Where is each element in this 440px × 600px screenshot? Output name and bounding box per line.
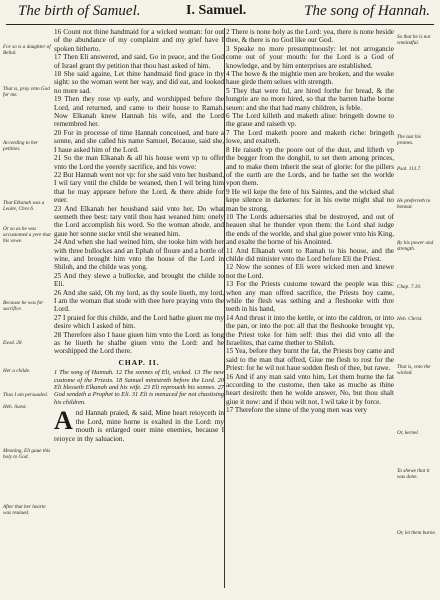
verse: 17 Then Eli answered, and said, Go in peace, and the God of Israel grant thy petition that thou hast asked of him. [54, 53, 224, 70]
verse: 10 The Lords aduersaries shal be destroyed, and out of heauen shal he thunder vpon them: the Lord shal iudge the ends of the worlde, and shal giue power vnto his King, and exalte the horne of his Anointed. [226, 212, 394, 247]
verse: 12 Now the sonnes of Eli were wicked men and knewe not the Lord. [226, 263, 394, 280]
verse: 16 And if any man said vnto him, Let them burne the fat according to the custome, then take as muche as thine heart desireth: then he wolde answer, No, but thou shalt giue it now: and if thou wilt not, I wil take it by force. [226, 372, 394, 406]
verse: 20 For in processe of time Hannah conceiued, and bare a sonne, and she called his name Samuel, Because, said she, I haue asked him of the Lord. [54, 128, 224, 154]
margin-note-right: Or, let them burne. [397, 530, 437, 536]
verse: 19 Then they rose vp early, and worshipped before the Lord, and returned, and came to their house to Ramah. Now Elkanah knew Hannah his wife, and the Lord remembred her. [54, 95, 224, 129]
margin-note-left: According to her petition. [3, 140, 38, 152]
margin-note-right: By his power and strength. [397, 240, 434, 252]
chapter-opening [54, 406, 224, 443]
margin-note-left: Her a childe. [3, 368, 31, 374]
verse: 15 Yea, before they burnt the fat, the Priests boy came and said to the man that offred, Giue me flesh to rost for the Priest: for he wil not haue sodden flesh of thee, but rawe. [226, 347, 394, 373]
verse: 25 And they slewe a bullocke, and brought the childe to Eli. [54, 271, 224, 289]
margin-note-right: So that he is not vnmindful. [397, 34, 431, 46]
drop-cap: A [54, 406, 73, 436]
margin-note-right: That is, vnto the wicked. [397, 364, 431, 376]
margin-note-left: Thus I am persuaded. [3, 392, 48, 398]
header-book-title: I. Samuel. [186, 3, 247, 18]
margin-note-right: The iust his promes. [397, 134, 421, 146]
margin-note-left: Because he was for sacrifice. [3, 300, 44, 312]
margin-note-right: Or, kernel. [397, 430, 420, 436]
margin-note-right: Psal. 113.7. [397, 166, 422, 172]
verse: 11 And Elkanah went to Ramah to his house, and the childe did minister vnto the Lord before Eli the Priest. [226, 246, 394, 263]
verse: 8 He raiseth vp the poore out of the dust, and lifteth vp the begger from the donghil, to set them among princes, and to make them inherit the seat of glorie: for the pillers of the earth are the Lords, and he hathe set the worlde vpon them. [226, 145, 394, 188]
margin-note-left: Heb. liuest. [3, 404, 27, 410]
margin-note-left: Or so as he was accustomed a yere that his vowe. [3, 226, 51, 244]
left-text-column [54, 28, 224, 588]
verse: 17 Therefore the sinne of the yong men was very [226, 406, 367, 415]
verse: 3 Speake no more presumptuously: let not arrogancie come out of your mouth: for the Lord is a God of knowledge, and by him enterprises are established. [226, 44, 394, 70]
verse: 21 So the man Elkanah & all his house went vp to offer vnto the Lord the yeerely sacrifice, and his vowe: [54, 154, 224, 171]
margin-note-left: For so is a daughter of Belial. [3, 44, 51, 56]
verse: 28 Therefore also I haue giuen him vnto the Lord: as long as he liueth he shalbe giuen vnto the Lord: and he worshipped the Lord there. [54, 330, 224, 356]
chapter-heading: CHAP. II. [118, 357, 160, 367]
verse: 6 The Lord killeth and maketh aliue: bringeth downe to the graue and raiseth vp. [226, 112, 394, 129]
verse: 13 For the Priests custome toward the people was this: when any man offred sacrifice, the Priests boy came, while the flesh was sething and a fleshooke with thre teeth in his hand, [226, 280, 394, 314]
margin-note-right: He preferreth to honour. [397, 198, 431, 210]
margin-note-right: Heb. Christ. [397, 316, 423, 322]
right-text-column [226, 28, 394, 588]
margin-note-left: Meaning, Eli gaue this holy to God. [3, 448, 51, 460]
margin-note-right: To shewe that it was done. [397, 468, 430, 480]
verse: 7 The Lord maketh poore and maketh riche: bringeth lowe, and exalteth. [226, 128, 394, 146]
verse: 23 And Elkanah her housband said vnto her, Do what seemeth thee best: tary vntil thou hast weaned him: onely the Lord accomplish his word. So the woman abode, and gaue her sonne sucke vntil she weaned him. [54, 204, 224, 238]
verse: 18 She said againe, Let thine handmaid find grace in thy sight: so the woman went her way, and did eat, and looked no more sad. [54, 70, 224, 95]
chapter-argument: 1 The song of Hannah. 12 The sonnes of Eli, wicked. 13 The new custome of the Priests. 18 Samuel ministreth before the Lord. 20 Eli blesseth Elkanah and his wife. 23 Eli reproueth his sonnes. 27 God sendeth a Prophet to Eli. 31 Eli is menaced for not chastising his children. [54, 369, 224, 406]
verse: 16 Count not thine handmaid for a wicked woman: for out of the abundance of my complaint and my grief have I spoken hitherto. [54, 28, 224, 53]
verse: 22 But Hannah went not vp: for she said vnto her husband, I wil tary vntil the childe be weaned, then I wil bring him that he may appeare before the Lord, & there abide for euer. [54, 170, 224, 205]
verse: 5 They that were ful, are hired forthe for bread, & the hungrie are no more hired, so that the barren hathe borne seuen: and she that had many children, is feble. [226, 86, 394, 112]
header-left-title: The birth of Samuel. [18, 3, 141, 19]
verse: 2 There is none holy as the Lord: yea, there is none beside thee, & there is no God like our God. [226, 28, 394, 45]
verse: 14 And thrust it into the kettle, or into the caldron, or into the pan, or into the pot: all that the fleshooke brought vp, the Priest toke for him self: thus thei did vnto all the Israelites, that came thether to Shiloh. [226, 313, 394, 348]
margin-note-left: Exod. 28. [3, 340, 23, 346]
verse: 4 The bowe & the mightie men are broken, and the weake haue girde them selues with strength. [226, 70, 394, 87]
margin-note-left: That is, pray vnto God for me. [3, 86, 50, 98]
verse: 24 And when she had weined him, she tooke him with her with three bullockes and an Ephah of floure and a bottle of wine, and brought him vnto the house of the Lord in Shiloh, and the childe was yong. [54, 238, 224, 272]
column-divider [224, 28, 225, 588]
verse: 9 He wil kepe the fete of his Saintes, and the wicked shal kepe silence in darkenes: for in his owne might shal no man be strong. [226, 187, 394, 213]
header-right-title: The song of Hannah. [304, 3, 430, 19]
running-header [6, 3, 434, 23]
verse: 27 I praied for this childe, and the Lord hathe giuen me my desire which I asked of him. [54, 313, 224, 331]
verse: 26 And she said, Oh my lord, as thy soule liueth, my lord, I am the woman that stode with thee here praying vnto the Lord. [54, 288, 224, 314]
margin-note-right: Chap. 7.10. [397, 284, 422, 290]
margin-note-left: After that her hearte was reuiued. [3, 504, 46, 516]
header-rule [6, 24, 434, 25]
opening-text: nd Hannah praied, & said, Mine heart reioyceth in the Lord, mine horne is exalted in the Lord: my mouth is enlarged ouer mine enemies, because I reioyce in thy saluacion. [54, 409, 224, 443]
margin-note-left: That Elkanah was a Leuite, Chro 6. [3, 200, 45, 212]
